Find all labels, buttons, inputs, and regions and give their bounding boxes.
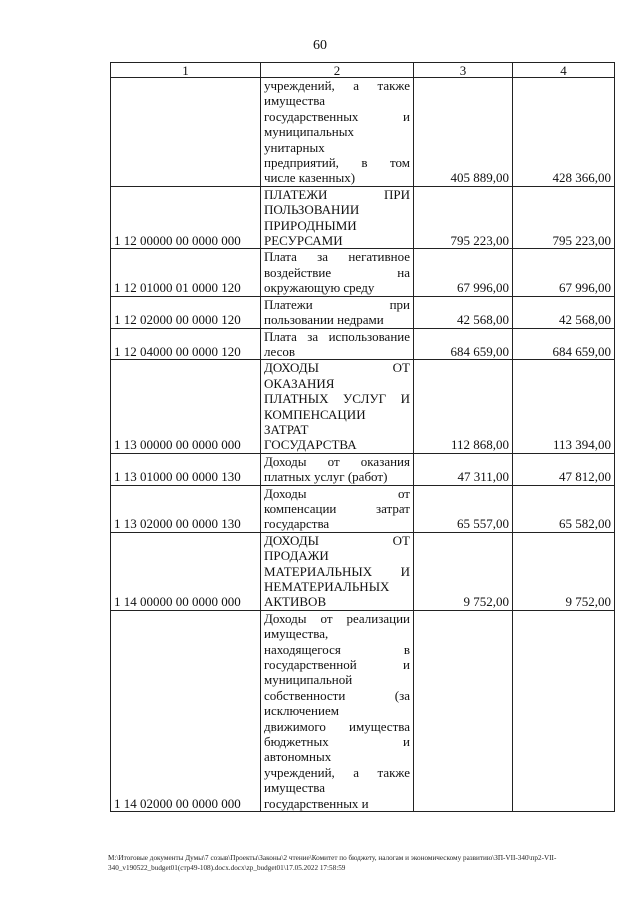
amount-year-1: 684 659,00	[414, 328, 513, 360]
budget-code: 1 12 01000 01 0000 120	[111, 249, 261, 296]
revenue-name-line: движимого имущества	[264, 718, 410, 734]
revenue-name-line: КОМПЕНСАЦИИ	[264, 406, 366, 422]
document-path-footer: M:\Итоговые документы Думы\7 созыв\Проекты\Законы\2 чтение\Комитет по бюджету, налогам и экономическому развитию\ЗП-VII-340\пр2-VII-340_v190522_budget01(стр49-108).docx.docx\zp_budget01\17.05.2022 17:58:59	[108, 854, 557, 872]
budget-code: 1 13 00000 00 0000 000	[111, 360, 261, 453]
revenue-name-line: платных услуг (работ)	[264, 469, 388, 485]
amount-year-2: 9 752,00	[513, 532, 615, 610]
budget-table	[110, 62, 615, 812]
revenue-name-line: учреждений, а также	[264, 78, 410, 93]
amount-year-2	[513, 610, 615, 811]
revenue-name-line: МАТЕРИАЛЬНЫХ И	[264, 563, 410, 579]
revenue-name-line: автономных	[264, 749, 332, 765]
amount-year-1: 47 311,00	[414, 453, 513, 485]
revenue-name-line: лесов	[264, 343, 295, 359]
amount-year-1: 42 568,00	[414, 296, 513, 328]
revenue-name	[261, 610, 414, 811]
revenue-name-line: Плата за использование	[264, 328, 410, 344]
revenue-name-line: АКТИВОВ	[264, 594, 327, 610]
amount-year-1: 405 889,00	[414, 78, 513, 187]
amount-year-2: 42 568,00	[513, 296, 615, 328]
revenue-name-line: учреждений, а также	[264, 764, 410, 780]
table-row	[111, 186, 615, 249]
budget-code: 1 13 02000 00 0000 130	[111, 485, 261, 532]
revenue-name-line: ГОСУДАРСТВА	[264, 437, 357, 453]
revenue-name-line: муниципальных	[264, 124, 355, 140]
table-header-row	[111, 63, 615, 78]
budget-code: 1 12 04000 00 0000 120	[111, 328, 261, 360]
revenue-name-line: ПРОДАЖИ	[264, 548, 329, 564]
amount-year-1: 9 752,00	[414, 532, 513, 610]
budget-code	[111, 78, 261, 187]
amount-year-1: 65 557,00	[414, 485, 513, 532]
table-row	[111, 610, 615, 811]
revenue-name-line: Платежи при	[264, 296, 410, 312]
revenue-name-line: муниципальной	[264, 672, 353, 688]
budget-code: 1 14 00000 00 0000 000	[111, 532, 261, 610]
revenue-name-line: пользовании недрами	[264, 312, 384, 328]
revenue-name-line: ДОХОДЫ ОТ	[264, 360, 410, 376]
revenue-name-line: НЕМАТЕРИАЛЬНЫХ	[264, 579, 390, 594]
revenue-name-line: числе казенных)	[264, 170, 356, 186]
amount-year-2: 67 996,00	[513, 249, 615, 296]
revenue-name	[261, 532, 414, 610]
amount-year-1: 112 868,00	[414, 360, 513, 453]
revenue-name	[261, 249, 414, 296]
revenue-name-line: унитарных	[264, 139, 325, 155]
revenue-name-line: исключением	[264, 703, 339, 719]
revenue-name-line: собственности (за	[264, 687, 410, 703]
amount-year-1: 795 223,00	[414, 186, 513, 249]
revenue-name-line: бюджетных и	[264, 734, 410, 750]
amount-year-1: 67 996,00	[414, 249, 513, 296]
revenue-name-line: предприятий, в том	[264, 155, 410, 171]
table-row	[111, 296, 615, 328]
column-header: 4	[513, 63, 615, 78]
revenue-name-line: ПЛАТНЫХ УСЛУГ И	[264, 391, 410, 407]
amount-year-1	[414, 610, 513, 811]
amount-year-2: 47 812,00	[513, 453, 615, 485]
page-number: 60	[313, 38, 327, 53]
revenue-name	[261, 78, 414, 187]
column-header: 3	[414, 63, 513, 78]
budget-code: 1 12 02000 00 0000 120	[111, 296, 261, 328]
revenue-name	[261, 453, 414, 485]
table-row	[111, 485, 615, 532]
revenue-name-line: компенсации затрат	[264, 500, 410, 516]
table-row	[111, 328, 615, 360]
revenue-name-line: государственной и	[264, 657, 410, 673]
amount-year-2: 65 582,00	[513, 485, 615, 532]
revenue-name	[261, 186, 414, 249]
table-row	[111, 360, 615, 453]
revenue-name-line: РЕСУРСАМИ	[264, 233, 343, 249]
revenue-name	[261, 485, 414, 532]
revenue-name-line: имущества	[264, 780, 325, 796]
revenue-name-line: воздействие на	[264, 264, 410, 280]
revenue-name-line: ПОЛЬЗОВАНИИ	[264, 202, 360, 218]
budget-code: 1 14 02000 00 0000 000	[111, 610, 261, 811]
amount-year-2: 795 223,00	[513, 186, 615, 249]
revenue-name-line: Доходы от	[264, 485, 410, 501]
revenue-name-line: ПРИРОДНЫМИ	[264, 217, 357, 233]
budget-code: 1 13 01000 00 0000 130	[111, 453, 261, 485]
revenue-name-line: государства	[264, 516, 330, 532]
table-row	[111, 78, 615, 187]
budget-code: 1 12 00000 00 0000 000	[111, 186, 261, 249]
revenue-name-line: государственных и	[264, 108, 410, 124]
revenue-name-line: ЗАТРАТ	[264, 421, 309, 437]
table-row	[111, 532, 615, 610]
revenue-name-line: имущества,	[264, 626, 329, 642]
revenue-name-line: государственных и	[264, 795, 369, 811]
revenue-name-line: Доходы от оказания	[264, 453, 410, 469]
revenue-name	[261, 296, 414, 328]
revenue-name-line: Плата за негативное	[264, 249, 410, 265]
revenue-name-line: окружающую среду	[264, 280, 375, 296]
amount-year-2: 113 394,00	[513, 360, 615, 453]
amount-year-2: 684 659,00	[513, 328, 615, 360]
column-header: 1	[111, 63, 261, 78]
revenue-name	[261, 328, 414, 360]
revenue-name-line: ДОХОДЫ ОТ	[264, 532, 410, 548]
revenue-name-line: находящегося в	[264, 641, 410, 657]
amount-year-2: 428 366,00	[513, 78, 615, 187]
revenue-name	[261, 360, 414, 453]
revenue-name-line: имущества	[264, 93, 325, 109]
revenue-name-line: ПЛАТЕЖИ ПРИ	[264, 186, 410, 202]
revenue-name-line: ОКАЗАНИЯ	[264, 375, 335, 391]
table-row	[111, 249, 615, 296]
table-row	[111, 453, 615, 485]
column-header: 2	[261, 63, 414, 78]
revenue-name-line: Доходы от реализации	[264, 610, 410, 626]
